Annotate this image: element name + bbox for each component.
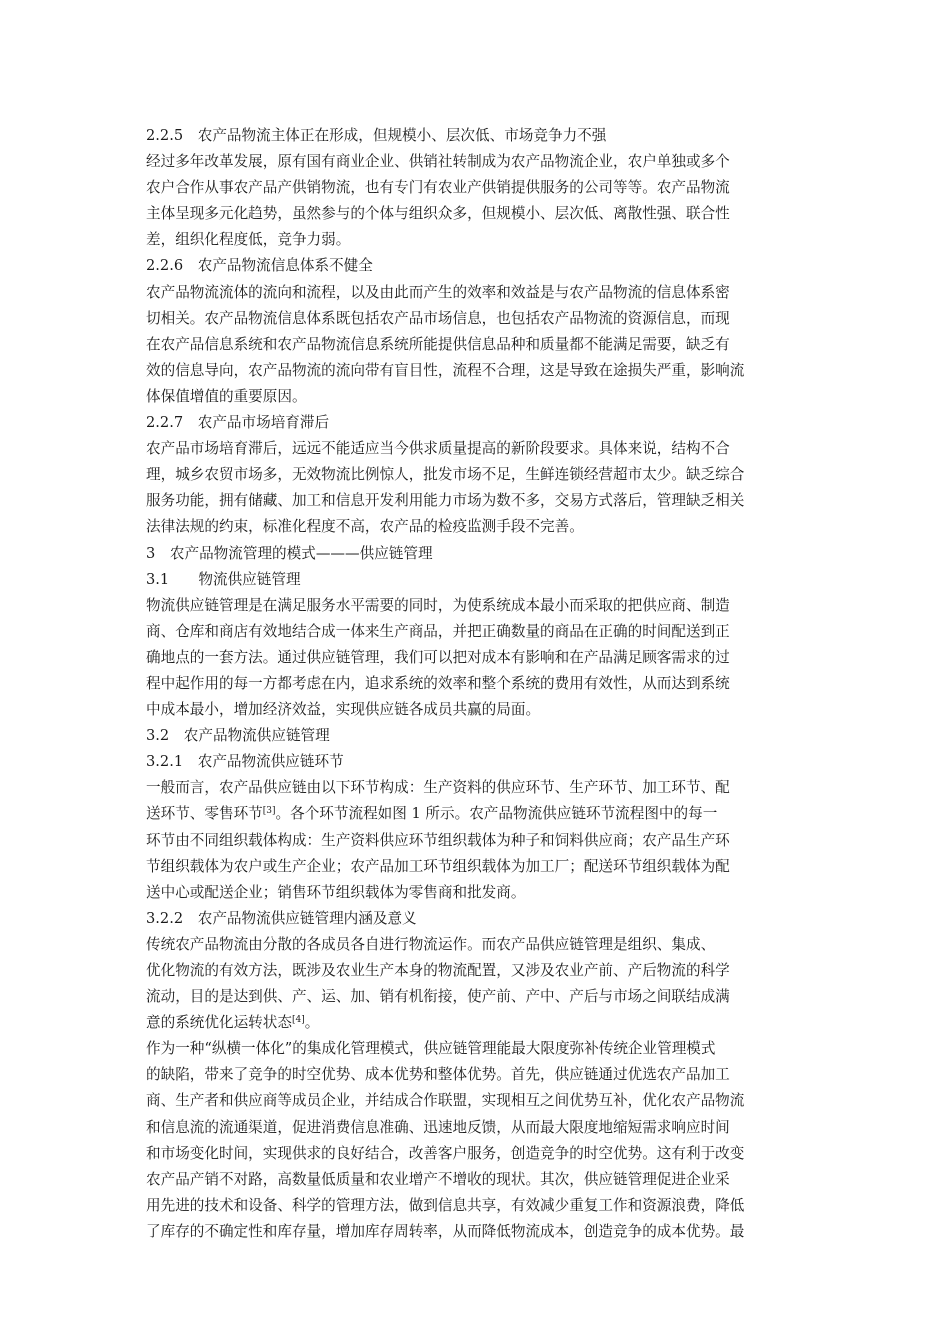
text-line: 的缺陷，带来了竞争的时空优势、成本优势和整体优势。首先，供应链通过优选农产品加工 (146, 1066, 730, 1084)
text-span: 送环节、零售环节 (146, 805, 263, 823)
text-line: 物流供应链管理是在满足服务水平需要的同时，为使系统成本最小而采取的把供应商、制造 (146, 596, 730, 614)
text-line: 农产品市场培育滞后，远远不能适应当今供求质量提高的新阶段要求。具体来说，结构不合 (146, 440, 730, 458)
text-line: 在农产品信息系统和农产品物流信息系统所能提供信息品种和质量都不能满足需要，缺乏有 (146, 335, 730, 353)
text-line: 作为一种“纵横一体化”的集成化管理模式，供应链管理能最大限度弥补传统企业管理模式 (146, 1040, 716, 1058)
text-line: 3.2.2 农产品物流供应链管理内涵及意义 (146, 909, 417, 927)
text-line: 送中心或配送企业；销售环节组织载体为零售商和批发商。 (146, 883, 526, 901)
text-line: 农产品产销不对路，高数量低质量和农业增产不增收的现状。其次，供应链管理促进企业采 (146, 1170, 730, 1188)
text-line (146, 1010, 806, 1036)
text-line: 确地点的一套方法。通过供应链管理，我们可以把对成本有影响和在产品满足顾客需求的过 (146, 648, 730, 666)
text-line: 流动，目的是达到供、产、运、加、销有机衔接，使产前、产中、产后与市场之间联结成满 (146, 988, 730, 1006)
text-line: 2.2.5 农产品物流主体正在形成，但规模小、层次低、市场竞争力不强 (146, 127, 607, 144)
text-line: 经过多年改革发展，原有国有商业企业、供销社转制成为农产品物流企业，农户单独或多个 (146, 153, 730, 171)
text-line: 服务功能，拥有储藏、加工和信息开发利用能力市场为数不多，交易方式落后，管理缺乏相关 (146, 492, 745, 510)
text-span: 。 (304, 1014, 320, 1032)
text-line: 理，城乡农贸市场多，无效物流比例惊人，批发市场不足，生鲜连锁经营超市太少。缺乏综合 (146, 466, 745, 484)
text-line: 优化物流的有效方法，既涉及农业生产本身的物流配置，又涉及农业产前、产后物流的科学 (146, 962, 730, 979)
text-line: 法律法规的约束，标准化程度不高，农产品的检疫监测手段不完善。 (146, 518, 584, 536)
text-line: 农户合作从事农产品产供销物流，也有专门有农业产供销提供服务的公司等等。农产品物流 (146, 179, 730, 197)
text-line: 节组织载体为农户或生产企业；农产品加工环节组织载体为加工厂；配送环节组织载体为配 (146, 857, 730, 875)
text-line: 商、生产者和供应商等成员企业，并结成合作联盟，实现相互之间优势互补，优化农产品物流 (146, 1092, 745, 1110)
text-line: 农产品物流流体的流向和流程，以及由此而产生的效率和效益是与农产品物流的信息体系密 (146, 283, 730, 301)
text-line: 3.1 物流供应链管理 (146, 570, 301, 588)
text-line: 了库存的不确定性和库存量，增加库存周转率，从而降低物流成本，创造竞争的成本优势。最 (146, 1222, 745, 1240)
citation-ref: [4] (291, 1015, 305, 1026)
text-line: 一般而言，农产品供应链由以下环节构成：生产资料的供应环节、生产环节、加工环节、配 (146, 779, 730, 797)
text-line: 效的信息导向，农产品物流的流向带有盲目性，流程不合理，这是导致在途损失严重，影响流 (146, 361, 745, 379)
text-line: 2.2.7 农产品市场培育滞后 (146, 414, 330, 432)
text-line: 差，组织化程度低，竞争力弱。 (146, 231, 351, 249)
text-line: 程中起作用的每一方都考虑在内，追求系统的效率和整个系统的费用有效性，从而达到系统 (146, 674, 730, 692)
text-line: 用先进的技术和设备、科学的管理方法，做到信息共享，有效减少重复工作和资源浪费，降低 (146, 1196, 745, 1214)
text-line: 3.2.1 农产品物流供应链环节 (146, 753, 344, 771)
text-line: 2.2.6 农产品物流信息体系不健全 (146, 257, 373, 275)
text-line: 主体呈现多元化趋势，虽然参与的个体与组织众多，但规模小、层次低、离散性强、联合性 (146, 205, 730, 223)
text-line: 商、仓库和商店有效地结合成一体来生产商品，并把正确数量的商品在正确的时间配送到正 (146, 622, 730, 640)
text-line: 3.2 农产品物流供应链管理 (146, 727, 330, 745)
text-line: 和信息流的流通渠道，促进消费信息准确、迅速地反馈，从而最大限度地缩短需求响应时间 (146, 1118, 730, 1136)
document-body (146, 123, 806, 1245)
text-line: 传统农产品物流由分散的各成员各自进行物流运作。而农产品供应链管理是组织、集成、 (146, 935, 716, 953)
text-line: 3 农产品物流管理的模式———供应链管理 (146, 544, 433, 562)
text-line: 中成本最小，增加经济效益，实现供应链各成员共赢的局面。 (146, 701, 541, 719)
citation-ref: [3] (262, 806, 276, 817)
text-line: 切相关。农产品物流信息体系既包括农产品市场信息，也包括农产品物流的资源信息，而现 (146, 309, 730, 327)
text-line: 环节由不同组织载体构成：生产资料供应环节组织载体为种子和饲料供应商；农产品生产环 (146, 831, 730, 849)
text-line (146, 801, 806, 827)
text-span: 。各个环节流程如图 1 所示。农产品物流供应链环节流程图中的每一 (275, 805, 718, 823)
text-span: 意的系统优化运转状态 (146, 1014, 292, 1032)
text-line: 体保值增值的重要原因。 (146, 387, 307, 405)
text-line: 和市场变化时间，实现供求的良好结合，改善客户服务，创造竞争的时空优势。这有利于改变 (146, 1144, 745, 1162)
